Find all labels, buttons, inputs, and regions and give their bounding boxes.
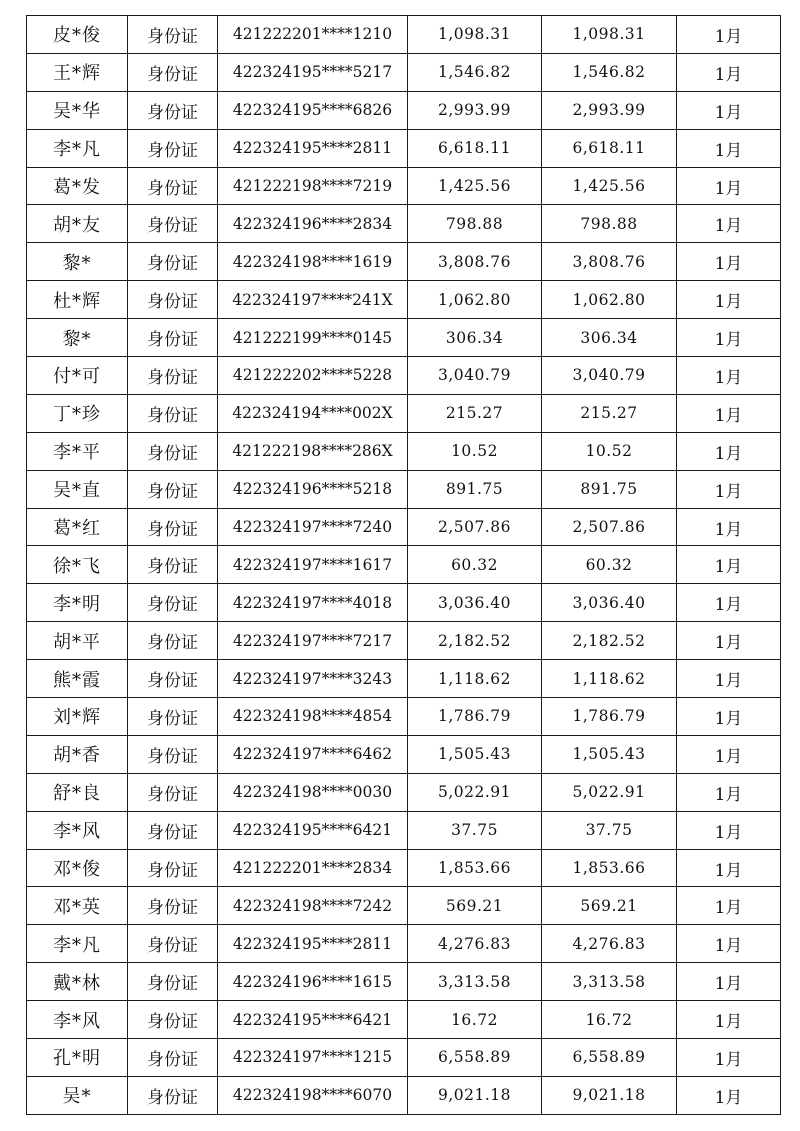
cell-amount-paid: 1,118.62 [542,660,677,698]
table-row [27,432,781,470]
cell-month: 1月 [677,357,781,395]
cell-amount: 3,313.58 [408,963,542,1001]
cell-month: 1月 [677,394,781,432]
table-row [27,1001,781,1039]
table-row [27,963,781,1001]
table-body [27,16,781,1115]
cell-id-type: 身份证 [128,16,218,54]
table-row [27,16,781,54]
cell-id-number: 422324196****2834 [218,205,408,243]
table-row [27,735,781,773]
cell-id-number: 422324195****6421 [218,811,408,849]
table-row [27,773,781,811]
cell-month: 1月 [677,432,781,470]
cell-amount: 16.72 [408,1001,542,1039]
cell-id-number: 422324198****6070 [218,1076,408,1114]
cell-month: 1月 [677,319,781,357]
cell-id-type: 身份证 [128,887,218,925]
cell-id-type: 身份证 [128,205,218,243]
cell-amount: 10.52 [408,432,542,470]
cell-id-number: 421222199****0145 [218,319,408,357]
payment-table [26,15,781,1115]
cell-amount-paid: 5,022.91 [542,773,677,811]
cell-id-type: 身份证 [128,1076,218,1114]
cell-amount: 569.21 [408,887,542,925]
cell-id-type: 身份证 [128,1039,218,1077]
cell-amount-paid: 4,276.83 [542,925,677,963]
cell-id-number: 422324194****002X [218,394,408,432]
cell-name: 吴*华 [27,91,128,129]
table-row [27,546,781,584]
cell-month: 1月 [677,16,781,54]
cell-amount: 5,022.91 [408,773,542,811]
cell-amount: 1,853.66 [408,849,542,887]
table-row [27,1039,781,1077]
cell-name: 李*平 [27,432,128,470]
cell-amount-paid: 569.21 [542,887,677,925]
cell-id-number: 422324197****6462 [218,735,408,773]
cell-name: 孔*明 [27,1039,128,1077]
cell-id-number: 422324197****241X [218,281,408,319]
cell-amount: 2,993.99 [408,91,542,129]
cell-amount-paid: 1,062.80 [542,281,677,319]
cell-amount: 2,507.86 [408,508,542,546]
cell-name: 舒*良 [27,773,128,811]
cell-name: 王*辉 [27,53,128,91]
cell-name: 丁*珍 [27,394,128,432]
cell-amount-paid: 2,182.52 [542,622,677,660]
cell-amount-paid: 3,808.76 [542,243,677,281]
cell-month: 1月 [677,1076,781,1114]
cell-id-type: 身份证 [128,925,218,963]
cell-id-type: 身份证 [128,281,218,319]
cell-amount-paid: 1,786.79 [542,698,677,736]
cell-amount-paid: 16.72 [542,1001,677,1039]
table-row [27,394,781,432]
cell-amount-paid: 1,505.43 [542,735,677,773]
cell-month: 1月 [677,584,781,622]
cell-amount: 2,182.52 [408,622,542,660]
cell-id-type: 身份证 [128,357,218,395]
cell-id-type: 身份证 [128,508,218,546]
table-row [27,357,781,395]
cell-id-number: 422324195****6421 [218,1001,408,1039]
cell-id-number: 422324197****1617 [218,546,408,584]
cell-amount: 60.32 [408,546,542,584]
cell-amount-paid: 6,618.11 [542,129,677,167]
cell-id-number: 421222198****7219 [218,167,408,205]
table-row [27,1076,781,1114]
cell-name: 黎* [27,243,128,281]
table-row [27,243,781,281]
cell-id-type: 身份证 [128,1001,218,1039]
cell-amount-paid: 306.34 [542,319,677,357]
cell-amount-paid: 9,021.18 [542,1076,677,1114]
cell-id-number: 421222198****286X [218,432,408,470]
cell-name: 徐*飞 [27,546,128,584]
cell-id-type: 身份证 [128,470,218,508]
cell-id-type: 身份证 [128,698,218,736]
cell-id-number: 422324197****3243 [218,660,408,698]
cell-name: 皮*俊 [27,16,128,54]
cell-id-type: 身份证 [128,849,218,887]
table-row [27,91,781,129]
cell-month: 1月 [677,811,781,849]
cell-month: 1月 [677,205,781,243]
cell-amount-paid: 60.32 [542,546,677,584]
cell-amount: 6,618.11 [408,129,542,167]
cell-name: 胡*友 [27,205,128,243]
cell-month: 1月 [677,925,781,963]
table-row [27,129,781,167]
cell-amount: 1,546.82 [408,53,542,91]
cell-month: 1月 [677,622,781,660]
cell-amount-paid: 2,507.86 [542,508,677,546]
cell-id-type: 身份证 [128,167,218,205]
table-row [27,925,781,963]
cell-amount: 1,425.56 [408,167,542,205]
cell-id-number: 422324195****5217 [218,53,408,91]
table-row [27,887,781,925]
cell-amount: 891.75 [408,470,542,508]
cell-id-type: 身份证 [128,319,218,357]
cell-name: 胡*香 [27,735,128,773]
cell-name: 邓*英 [27,887,128,925]
cell-id-type: 身份证 [128,584,218,622]
cell-name: 黎* [27,319,128,357]
cell-name: 戴*林 [27,963,128,1001]
cell-amount: 3,036.40 [408,584,542,622]
cell-id-type: 身份证 [128,963,218,1001]
cell-id-type: 身份证 [128,91,218,129]
cell-name: 李*凡 [27,925,128,963]
table-row [27,205,781,243]
cell-month: 1月 [677,1001,781,1039]
table-row [27,508,781,546]
cell-id-number: 422324198****7242 [218,887,408,925]
cell-amount: 1,786.79 [408,698,542,736]
cell-amount-paid: 10.52 [542,432,677,470]
cell-amount-paid: 6,558.89 [542,1039,677,1077]
cell-id-type: 身份证 [128,243,218,281]
cell-amount-paid: 3,040.79 [542,357,677,395]
cell-month: 1月 [677,508,781,546]
cell-name: 葛*红 [27,508,128,546]
cell-id-type: 身份证 [128,394,218,432]
table-row [27,698,781,736]
cell-name: 熊*霞 [27,660,128,698]
cell-amount: 3,808.76 [408,243,542,281]
cell-amount: 9,021.18 [408,1076,542,1114]
cell-name: 李*风 [27,811,128,849]
cell-month: 1月 [677,129,781,167]
cell-id-type: 身份证 [128,622,218,660]
cell-name: 李*明 [27,584,128,622]
cell-amount: 1,062.80 [408,281,542,319]
cell-name: 吴* [27,1076,128,1114]
cell-name: 吴*直 [27,470,128,508]
cell-id-type: 身份证 [128,129,218,167]
cell-month: 1月 [677,698,781,736]
cell-month: 1月 [677,243,781,281]
cell-id-number: 422324198****0030 [218,773,408,811]
cell-amount: 37.75 [408,811,542,849]
cell-month: 1月 [677,167,781,205]
cell-amount-paid: 798.88 [542,205,677,243]
cell-id-number: 422324195****6826 [218,91,408,129]
cell-name: 邓*俊 [27,849,128,887]
cell-name: 刘*辉 [27,698,128,736]
cell-id-number: 422324196****5218 [218,470,408,508]
table-row [27,470,781,508]
cell-amount: 3,040.79 [408,357,542,395]
cell-amount-paid: 891.75 [542,470,677,508]
cell-amount-paid: 3,313.58 [542,963,677,1001]
cell-month: 1月 [677,1039,781,1077]
cell-name: 李*凡 [27,129,128,167]
cell-amount-paid: 1,853.66 [542,849,677,887]
table-row [27,622,781,660]
cell-name: 杜*辉 [27,281,128,319]
cell-name: 付*可 [27,357,128,395]
cell-amount-paid: 37.75 [542,811,677,849]
cell-id-number: 422324198****4854 [218,698,408,736]
cell-amount: 1,118.62 [408,660,542,698]
cell-amount: 4,276.83 [408,925,542,963]
cell-id-number: 422324198****1619 [218,243,408,281]
cell-id-type: 身份证 [128,432,218,470]
cell-id-number: 422324197****1215 [218,1039,408,1077]
cell-month: 1月 [677,963,781,1001]
cell-month: 1月 [677,91,781,129]
cell-name: 李*风 [27,1001,128,1039]
cell-month: 1月 [677,849,781,887]
cell-id-number: 421222201****2834 [218,849,408,887]
cell-name: 葛*发 [27,167,128,205]
cell-month: 1月 [677,546,781,584]
cell-amount: 6,558.89 [408,1039,542,1077]
cell-id-type: 身份证 [128,773,218,811]
table-row [27,811,781,849]
cell-month: 1月 [677,281,781,319]
cell-month: 1月 [677,735,781,773]
table-row [27,167,781,205]
table-row [27,319,781,357]
cell-id-number: 422324196****1615 [218,963,408,1001]
cell-id-number: 422324195****2811 [218,925,408,963]
cell-id-number: 421222202****5228 [218,357,408,395]
cell-id-number: 421222201****1210 [218,16,408,54]
cell-id-type: 身份证 [128,546,218,584]
cell-id-number: 422324197****7240 [218,508,408,546]
cell-id-number: 422324197****4018 [218,584,408,622]
cell-amount-paid: 3,036.40 [542,584,677,622]
cell-id-number: 422324195****2811 [218,129,408,167]
cell-amount: 1,098.31 [408,16,542,54]
table-row [27,584,781,622]
cell-id-type: 身份证 [128,660,218,698]
table-row [27,849,781,887]
cell-id-type: 身份证 [128,53,218,91]
cell-amount-paid: 1,425.56 [542,167,677,205]
cell-name: 胡*平 [27,622,128,660]
cell-amount-paid: 2,993.99 [542,91,677,129]
cell-month: 1月 [677,53,781,91]
cell-amount-paid: 1,098.31 [542,16,677,54]
cell-id-type: 身份证 [128,735,218,773]
cell-id-type: 身份证 [128,811,218,849]
cell-month: 1月 [677,773,781,811]
table-row [27,53,781,91]
cell-id-number: 422324197****7217 [218,622,408,660]
cell-amount: 306.34 [408,319,542,357]
table-row [27,281,781,319]
cell-month: 1月 [677,470,781,508]
cell-amount: 215.27 [408,394,542,432]
cell-amount-paid: 1,546.82 [542,53,677,91]
cell-month: 1月 [677,660,781,698]
cell-amount-paid: 215.27 [542,394,677,432]
cell-amount: 798.88 [408,205,542,243]
cell-amount: 1,505.43 [408,735,542,773]
cell-month: 1月 [677,887,781,925]
table-row [27,660,781,698]
